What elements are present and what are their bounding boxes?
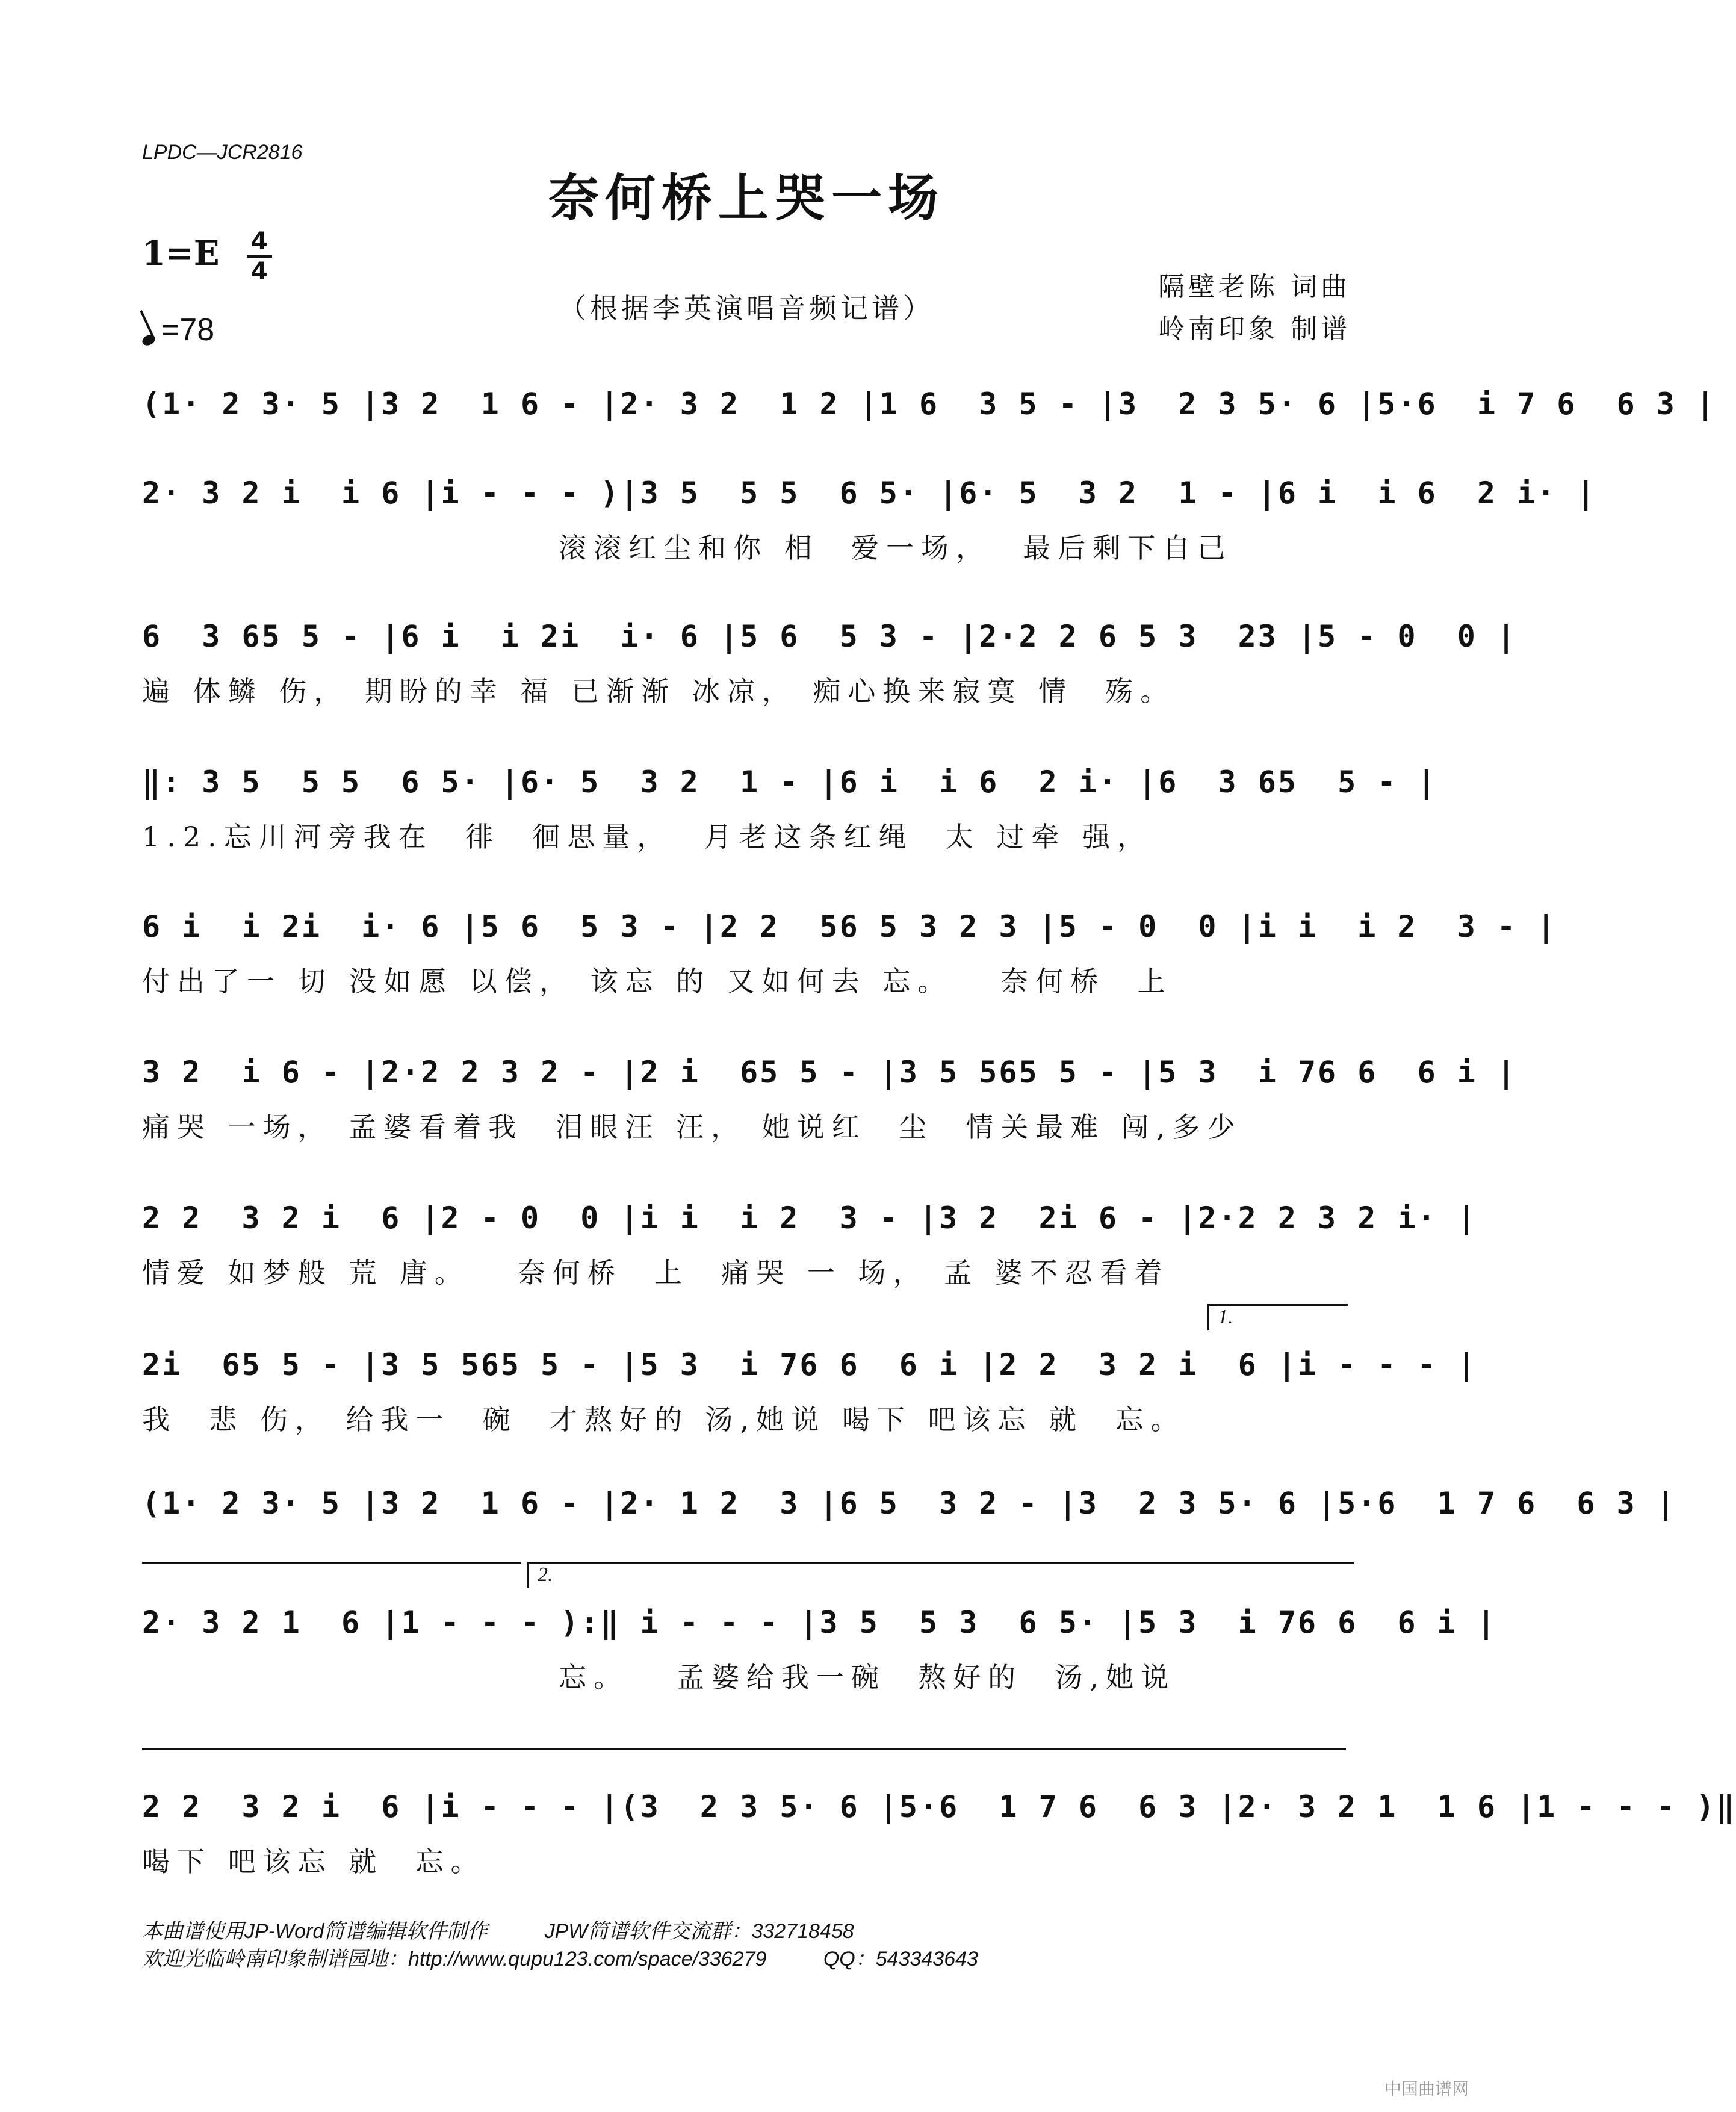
footer-software-line: 本曲谱使用JP-Word简谱编辑软件制作 JPW简谱软件交流群：332718458 [142,1920,854,1943]
score-system-11 [142,1786,1736,1918]
score-system-3 [142,615,1517,748]
credit-notation: 岭南印象 制谱 [1158,314,1351,344]
subtitle: （根据李英演唱音频记谱） [559,292,934,325]
song-title: 奈何桥上哭一场 [548,168,944,228]
time-signature-bottom: 4 [251,258,268,285]
lyrics-line: 喝下 吧该忘 就 忘。 [142,1845,486,1878]
notation-line: 2· 3 2 1 6 |1 - - - ):‖ i - - - |3 5 5 3 6 5· |5 3 i 76 6 6 i | [142,1605,1497,1640]
key-signature: 1=E [142,234,220,273]
notation-line: 2· 3 2 i i 6 |i - - - )|3 5 5 5 6 5· |6· 5 3 2 1 - |6 i i 6 2 i· | [142,476,1597,511]
tempo-value: =78 [161,312,215,347]
notation-line: 3 2 i 6 - |2·2 2 3 2 - |2 i 65 5 - |3 5 565 5 - |5 3 i 76 6 6 i | [142,1055,1517,1090]
lyrics-line: 付出了一 切 没如愿 以偿， 该忘 的 又如何去 忘。 奈何桥 上 [142,965,1173,998]
lyrics-line: 滚滚红尘和你 相 爱一场， 最后剩下自己 [142,532,1233,564]
lyrics-line: 痛哭 一场， 孟婆看着我 泪眼汪 汪， 她说红 尘 情关最难 闯,多少 [142,1111,1242,1143]
lyrics-line: 忘。 孟婆给我一碗 熬好的 汤,她说 [142,1661,1176,1694]
notation-line: 6 3 65 5 - |6 i i 2i i· 6 |5 6 5 3 - |2·2 2 6 5 3 23 |5 - 0 0 | [142,619,1517,654]
notation-line: 2 2 3 2 i 6 |2 - 0 0 |i i i 2 3 - |3 2 2i 6 - |2·2 2 3 2 i· | [142,1200,1477,1235]
notation-line: 6 i i 2i i· 6 |5 6 5 3 - |2 2 56 5 3 2 3 |5 - 0 0 |i i i 2 3 - | [142,909,1557,944]
score-system-9 [142,1482,1676,1615]
score-system-4 [142,761,1437,893]
score-code: LPDC—JCR2816 [142,141,303,164]
lyrics-line: 遍 体鳞 伤， 期盼的幸 福 已渐渐 冰凉， 痴心换来寂寞 情 殇。 [142,675,1176,707]
lyrics-line: 1.2.忘川河旁我在 徘 徊思量， 月老这条红绳 太 过牵 强， [142,821,1152,853]
second-ending-label: 2. [538,1564,553,1586]
score-system-7 [142,1197,1477,1329]
footer-website-line: 欢迎光临岭南印象制谱园地：http://www.qupu123.com/space/336279 QQ：543343643 [142,1948,978,1971]
notation-line: (1· 2 3· 5 |3 2 1 6 - |2· 3 2 1 2 |1 6 3 5 - |3 2 3 5· 6 |5·6 i 7 6 6 3 | [142,387,1717,421]
notation-line: ‖: 3 5 5 5 6 5· |6· 5 3 2 1 - |6 i i 6 2 i· |6 3 65 5 - | [142,765,1437,800]
time-signature-top: 4 [251,228,268,255]
time-signature [244,229,274,284]
quarter-note-icon [141,333,157,347]
score-system-8 [142,1344,1477,1476]
lyrics-line: 情爱 如梦般 荒 唐。 奈何桥 上 痛哭 一 场， 孟 婆不忍看着 [142,1256,1170,1289]
lyrics-line: 我 悲 伤， 给我一 碗 才熬好的 汤,她说 喝下 吧该忘 就 忘。 [142,1403,1186,1436]
second-ending-continuation-line [142,1748,1346,1750]
score-system-6 [142,1051,1517,1184]
first-ending-bracket [1207,1304,1348,1330]
site-watermark: 中国曲谱网 [1384,2079,1469,2098]
notation-line: (1· 2 3· 5 |3 2 1 6 - |2· 1 2 3 |6 5 3 2 - |3 2 3 5· 6 |5·6 1 7 6 6 3 | [142,1486,1676,1521]
second-ending-bracket [527,1562,1354,1588]
notation-line: 2i 65 5 - |3 5 565 5 - |5 3 i 76 6 6 i |2 2 3 2 i 6 |i - - - | [142,1347,1477,1382]
score-system-2 [142,472,1597,604]
score-system-10 [142,1601,1497,1734]
credit-lyrics-music: 隔壁老陈 词曲 [1158,272,1351,302]
first-ending-label: 1. [1218,1306,1233,1328]
notation-line: 2 2 3 2 i 6 |i - - - |(3 2 3 5· 6 |5·6 1 7 6 6 3 |2· 3 2 1 1 6 |1 - - - )‖ [142,1789,1736,1824]
first-ending-continuation-line [142,1562,521,1564]
score-system-5 [142,905,1557,1038]
